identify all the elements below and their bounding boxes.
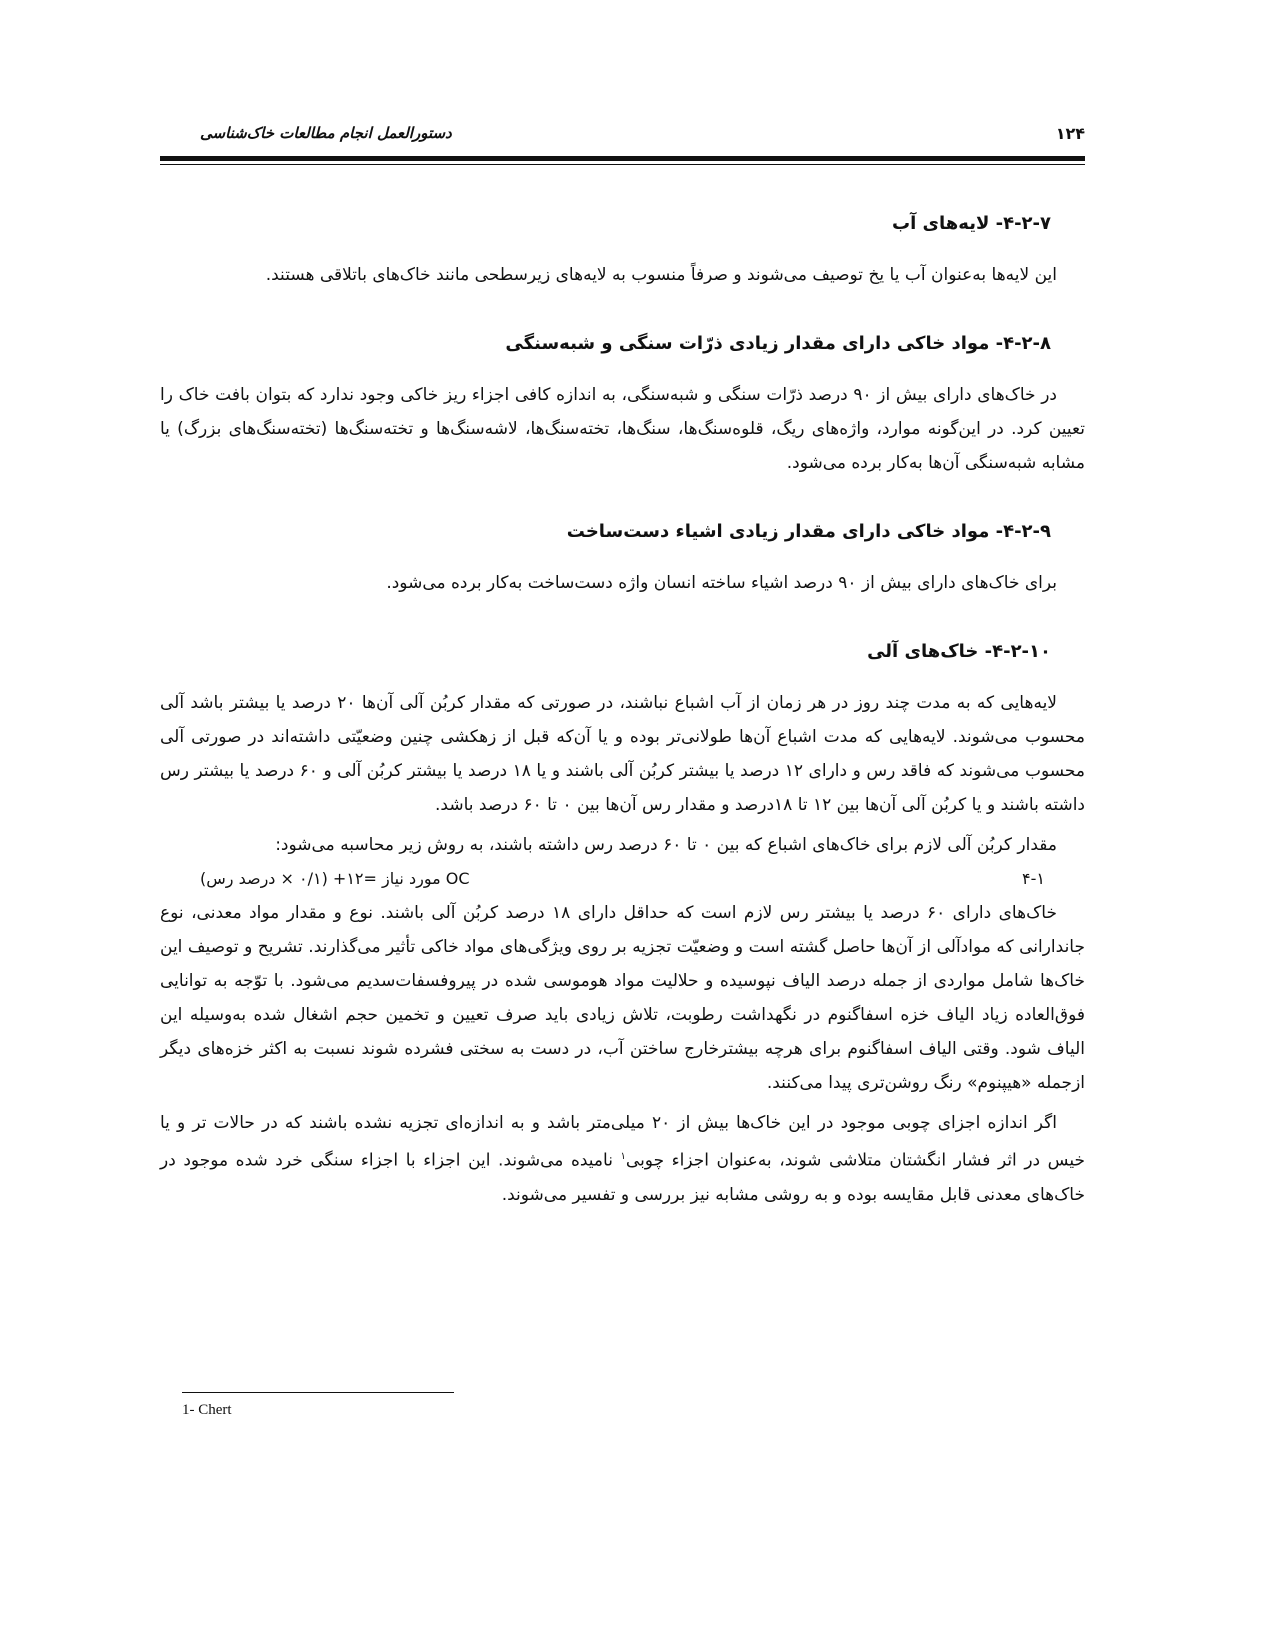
equation-formula: OC مورد نیاز =۱۲+ (۰/۱ × درصد رس): [200, 869, 470, 888]
header-rule-thin: [160, 164, 1085, 165]
section-heading: ۴-۲-۸- مواد خاکی دارای مقدار زیادی ذرّات سنگی و شبه‌سنگی: [505, 333, 1051, 354]
paragraph: این لایه‌ها به‌عنوان آب یا یخ توصیف می‌شوند و صرفاً منسوب به لایه‌های زیرسطحی مانند خاک‌های باتلاقی هستند.: [265, 265, 1057, 285]
equation-number: ۴-۱: [1022, 869, 1045, 888]
equation: [160, 862, 1085, 896]
section-heading: ۴-۲-۱۰- خاک‌های آلی: [867, 641, 1051, 662]
section-artifacts: [160, 516, 1085, 600]
footnote: 1- Chert: [182, 1402, 232, 1418]
section-heading: ۴-۲-۹- مواد خاکی دارای مقدار زیادی اشیاء دست‌ساخت: [566, 521, 1051, 542]
paragraph: در خاک‌های دارای بیش از ۹۰ درصد ذرّات سنگی و شبه‌سنگی، به اندازه کافی اجزاء ریز خاکی وجود ندارد که بتوان بافت خاک را تعیین کرد. در این‌گونه موارد، واژه‌های ریگ، قلوه‌سنگ‌ها، سنگ‌ها، تخته‌سنگ‌ها، لاشه‌سنگ‌ها و تخته‌سنگ‌ها (تخته‌سنگ‌های بزرگ) یا مشابه شبه‌سنگی آن‌ها به‌کار برده می‌شود.: [160, 385, 1085, 473]
paragraph-text: نامیده می‌شوند. این اجزاء با اجزاء سنگی خرد شده موجود در خاک‌های معدنی قابل مقایسه بوده و به روشی مشابه نیز بررسی و تفسیر می‌شوند.: [160, 1150, 1085, 1205]
document-page: [160, 0, 1085, 1650]
paragraph: [160, 1106, 1085, 1212]
paragraph: خاک‌های دارای ۶۰ درصد یا بیشتر رس لازم است که حداقل دارای ۱۸ درصد کربُن آلی باشند. نوع و مقدار مواد معدنی، نوع جاندارانی که موادآلی از آن‌ها حاصل گشته است و وضعیّت تجزیه بر روی ویژگی‌های مواد خاکی تأثیر می‌گذارند. تشریح و توصیف این خاک‌ها شامل مواردی از جمله درصد الیاف نپوسیده و حلالیت مواد هوموسی شده در پیروفسفات‌سدیم می‌شود. با توّجه به توانایی فوق‌العاده زیاد الیاف خزه اسفاگنوم در نگهداشت رطوبت، تلاش زیادی باید صرف تعیین و تخمین حجم اشغال شده به‌وسیله این الیاف شود. وقتی الیاف اسفاگنوم برای هرچه بیشترخارج ساختن آب، در دست به سختی فشرده شوند نسبت به اکثر خزه‌های دیگر ازجمله «هیپنوم» رنگ روشن‌تری پیدا می‌کنند.: [160, 903, 1085, 1093]
section-rock-fragments: [160, 328, 1085, 480]
section-organic-soils: [160, 636, 1085, 1212]
page-number: ۱۲۴: [1055, 124, 1085, 143]
section-heading: ۴-۲-۷- لایه‌های آب: [892, 213, 1051, 234]
paragraph: لایه‌هایی که به مدت چند روز در هر زمان از آب اشباع نباشند، در صورتی که مقدار کربُن آلی آن‌ها ۲۰ درصد یا بیشتر باشد آلی محسوب می‌شوند. لایه‌هایی که مدت اشباع آن‌ها طولانی‌تر بوده و یا آن‌که قبل از زهکشی چنین وضعیّتی داشته‌اند در صورتی آلی محسوب می‌شوند که فاقد رس و دارای ۱۲ درصد یا بیشتر کربُن آلی باشند و یا ۱۸ درصد یا بیشتر کربُن آلی و ۶۰ درصد یا بیشتر رس داشته باشند و یا کربُن آلی آن‌ها بین ۱۲ تا ۱۸درصد و مقدار رس آن‌ها بین ۰ تا ۶۰ درصد باشد.: [160, 693, 1085, 815]
page-content: [160, 208, 1085, 1248]
footnote-rule: [182, 1392, 454, 1393]
paragraph-text: اگر اندازه اجزای چوبی موجود در این خاک‌ها بیش از ۲۰ میلی‌متر باشد و به اندازه‌ای تجزیه نشده باشند که در حالات تر و یا خیس در اثر فشار انگشتان متلاشی شوند، به‌عنوان اجزاء چوبی: [160, 1113, 1085, 1171]
header-rule-thick: [160, 156, 1085, 161]
paragraph: برای خاک‌های دارای بیش از ۹۰ درصد اشیاء ساخته انسان واژه دست‌ساخت به‌کار برده می‌شود.: [386, 573, 1057, 593]
footnote-marker: ۱: [620, 1151, 626, 1162]
section-water-layers: [160, 208, 1085, 292]
running-title: دستورالعمل انجام مطالعات خاک‌شناسی: [200, 124, 452, 142]
paragraph: مقدار کربُن آلی لازم برای خاک‌های اشباع که بین ۰ تا ۶۰ درصد رس داشته باشند، به روش زیر محاسبه می‌شود:: [275, 835, 1057, 855]
page-header: [160, 122, 1085, 152]
